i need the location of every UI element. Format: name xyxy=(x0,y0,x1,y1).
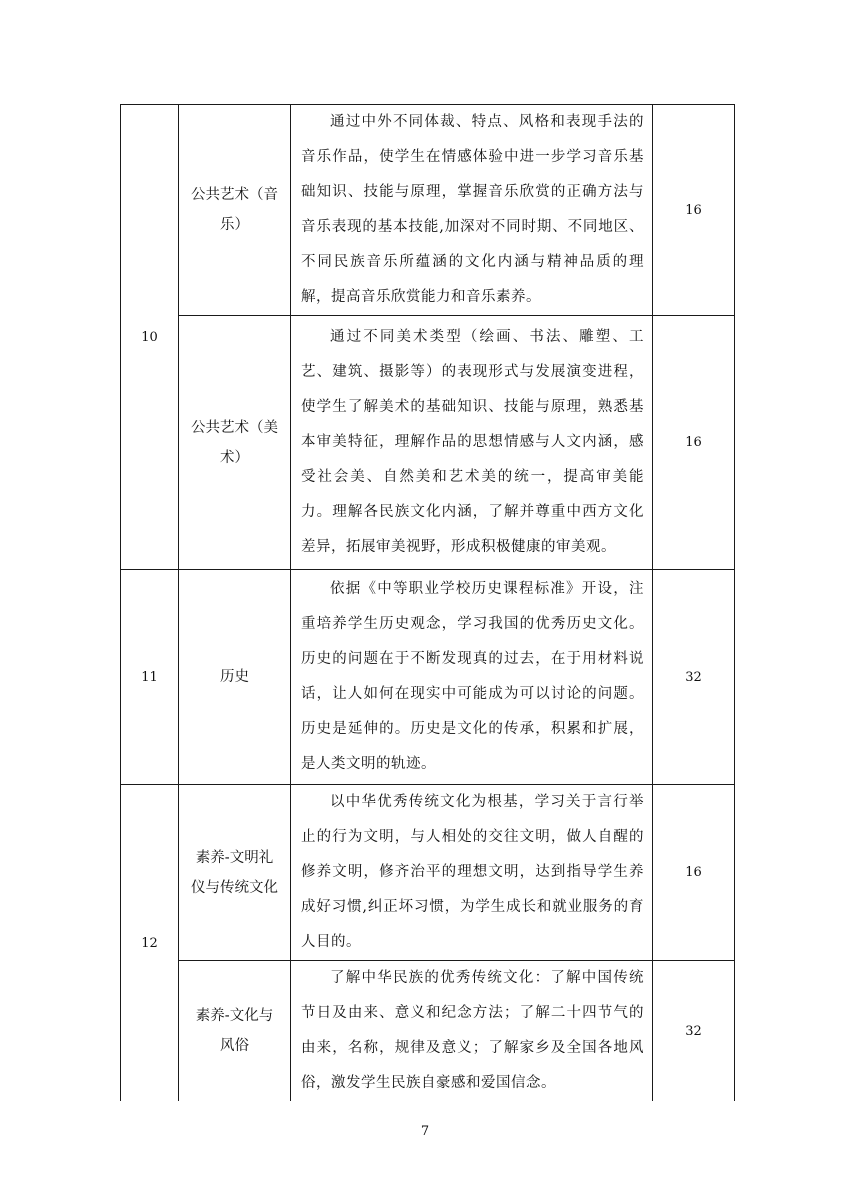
table-row xyxy=(121,316,735,570)
course-name: 公共艺术（音乐） xyxy=(179,105,291,316)
course-hours: 32 xyxy=(653,570,735,785)
course-hours: 16 xyxy=(653,105,735,316)
course-description: 以中华优秀传统文化为根基，学习关于言行举止的行为文明，与人相处的交往文明，做人自醒的修养文明，修齐治平的理想文明，达到指导学生养成好习惯,纠正坏习惯，为学生成长和就业服务的育人目的。 xyxy=(291,785,653,961)
course-name: 公共艺术（美术） xyxy=(179,316,291,570)
table-row xyxy=(121,105,735,316)
course-hours: 16 xyxy=(653,785,735,961)
course-name: 素养-文明礼仪与传统文化 xyxy=(179,785,291,961)
course-number: 12 xyxy=(121,785,179,1102)
course-number: 11 xyxy=(121,570,179,785)
table-row xyxy=(121,570,735,785)
course-name: 素养-文化与风俗 xyxy=(179,961,291,1102)
course-table xyxy=(120,104,735,1101)
course-name: 历史 xyxy=(179,570,291,785)
course-description: 通过中外不同体裁、特点、风格和表现手法的音乐作品，使学生在情感体验中进一步学习音乐基础知识、技能与原理，掌握音乐欣赏的正确方法与音乐表现的基本技能,加深对不同时期、不同地区、不同民族音乐所蕴涵的文化内涵与精神品质的理解，提高音乐欣赏能力和音乐素养。 xyxy=(291,105,653,316)
course-hours: 32 xyxy=(653,961,735,1102)
course-description: 依据《中等职业学校历史课程标准》开设，注重培养学生历史观念，学习我国的优秀历史文化。历史的问题在于不断发现真的过去，在于用材料说话，让人如何在现实中可能成为可以讨论的问题。历史是延伸的。历史是文化的传承，积累和扩展，是人类文明的轨迹。 xyxy=(291,570,653,785)
table-row xyxy=(121,961,735,1102)
page-number: 7 xyxy=(420,1124,430,1139)
course-description: 通过不同美术类型（绘画、书法、雕塑、工艺、建筑、摄影等）的表现形式与发展演变进程，使学生了解美术的基础知识、技能与原理，熟悉基本审美特征，理解作品的思想情感与人文内涵，感受社会美、自然美和艺术美的统一，提高审美能力。理解各民族文化内涵，了解并尊重中西方文化差异，拓展审美视野，形成积极健康的审美观。 xyxy=(291,316,653,570)
course-description: 了解中华民族的优秀传统文化：了解中国传统节日及由来、意义和纪念方法；了解二十四节气的由来，名称，规律及意义；了解家乡及全国各地风俗，激发学生民族自豪感和爱国信念。 xyxy=(291,961,653,1102)
table-row xyxy=(121,785,735,961)
course-hours: 16 xyxy=(653,316,735,570)
course-number: 10 xyxy=(121,105,179,570)
